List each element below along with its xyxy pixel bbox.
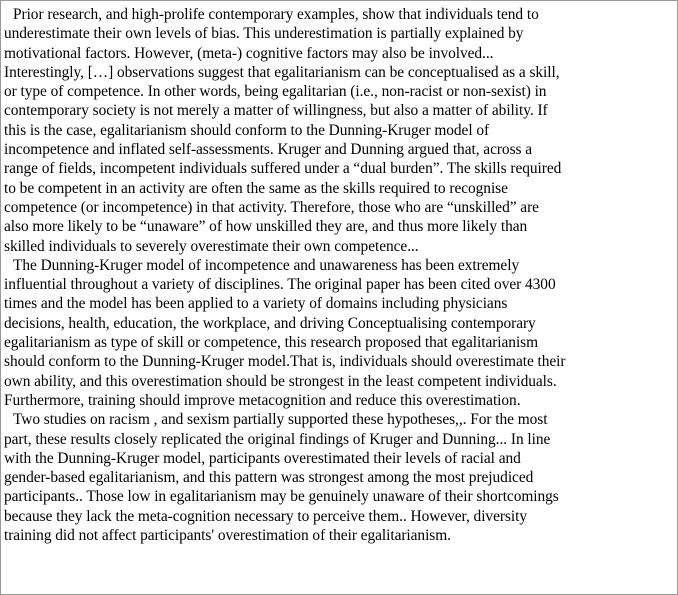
text-line: underestimate their own levels of bias. This underestimation is partially explained by xyxy=(4,25,524,43)
text-line: should conform to the Dunning-Kruger model.That is, individuals should overestimate their xyxy=(4,353,566,371)
text-line: participants.. Those low in egalitarianism may be genuinely unaware of their shortcomings xyxy=(4,488,559,506)
text-line: The Dunning-Kruger model of incompetence and unawareness has been extremely xyxy=(13,256,520,274)
text-line: incompetence and inflated self-assessments. Kruger and Dunning argued that, across a xyxy=(4,141,533,159)
paragraph-1 xyxy=(4,5,676,256)
text-line: skilled individuals to severely overestimate their own competence... xyxy=(4,237,419,255)
text-line: Prior research, and high-prolife contemporary examples, show that individuals tend to xyxy=(13,6,539,23)
text-line: Interestingly, […] observations suggest that egalitarianism can be conceptualised as a skill, xyxy=(4,63,560,81)
text-line: training did not affect participants' overestimation of their egalitarianism. xyxy=(4,527,451,545)
text-line: own ability, and this overestimation should be strongest in the least competent individuals. xyxy=(4,372,557,390)
paragraph-3 xyxy=(4,410,676,545)
paragraph-2 xyxy=(4,256,676,410)
text-line: or type of competence. In other words, being egalitarian (i.e., non-racist or non-sexist) in xyxy=(4,83,547,101)
text-line: influential throughout a variety of disciplines. The original paper has been cited over 4300 xyxy=(4,276,556,294)
text-line: gender-based egalitarianism, and this pattern was strongest among the most prejudiced xyxy=(4,469,534,487)
text-line: part, these results closely replicated the original findings of Kruger and Dunning... In line xyxy=(4,430,551,448)
text-line: with the Dunning-Kruger model, participants overestimated their levels of racial and xyxy=(4,449,521,467)
text-line: range of fields, incompetent individuals suffered under a “dual burden”. The skills required xyxy=(4,160,562,178)
text-line: egalitarianism as type of skill or competence, this research proposed that egalitarianism xyxy=(4,334,539,352)
text-line: because they lack the meta-cognition necessary to perceive them.. However, diversity xyxy=(4,507,527,525)
text-line: competence (or incompetence) in that activity. Therefore, those who are “unskilled” are xyxy=(4,198,539,216)
text-line: contemporary society is not merely a matter of willingness, but also a matter of ability. If xyxy=(4,102,548,120)
document-body xyxy=(4,5,676,545)
text-line: this is the case, egalitarianism should conform to the Dunning-Kruger model of xyxy=(4,121,490,139)
text-line: to be competent in an activity are often the same as the skills required to recognise xyxy=(4,179,508,197)
text-line: decisions, health, education, the workplace, and driving Conceptualising contemporary xyxy=(4,314,536,332)
text-line: Furthermore, training should improve metacognition and reduce this overestimation. xyxy=(4,391,521,409)
text-line: also more likely to be “unaware” of how unskilled they are, and thus more likely than xyxy=(4,218,528,236)
text-line: Two studies on racism , and sexism partially supported these hypotheses,,. For the most xyxy=(13,411,548,429)
text-line: motivational factors. However, (meta-) cognitive factors may also be involved... xyxy=(4,44,494,62)
text-line: times and the model has been applied to a variety of domains including physicians xyxy=(4,295,508,313)
